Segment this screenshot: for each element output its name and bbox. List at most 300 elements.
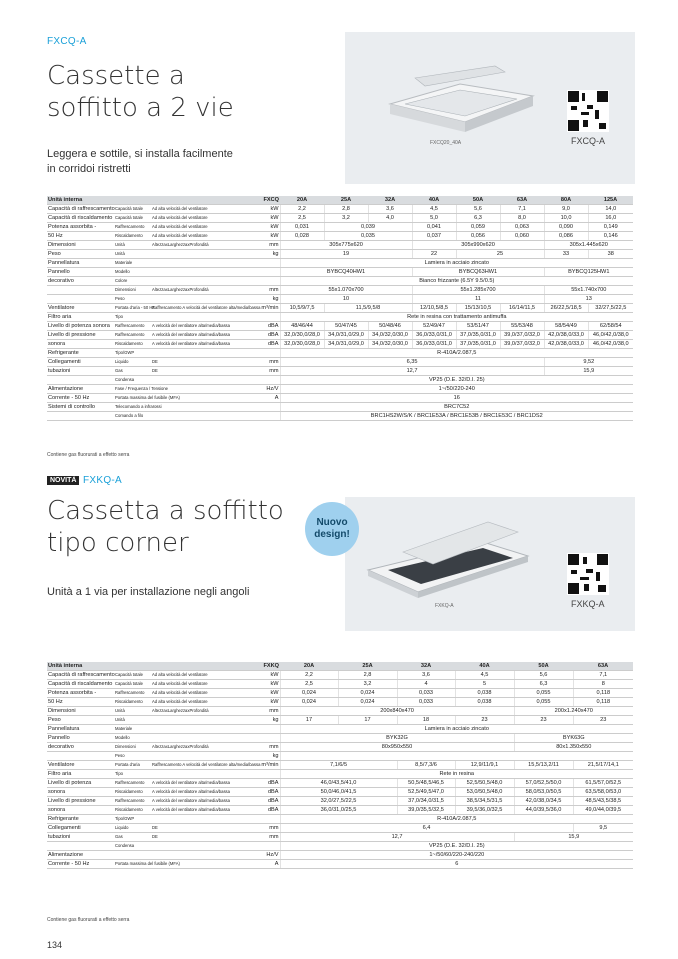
row-group-label: Refrigerante xyxy=(47,815,114,824)
row-unit xyxy=(256,376,280,385)
row-unit: dBA xyxy=(256,322,280,331)
row-group-label: sonora xyxy=(47,340,114,349)
row-condition-label: AltezzaxLarghezzaxProfondità xyxy=(151,743,256,752)
row-condition-label: A velocità del ventilatore alta/media/bassa xyxy=(151,331,256,340)
value-cell: 36,0/33,0/31,0 xyxy=(412,340,456,349)
row-group-label: Dimensioni xyxy=(47,707,114,716)
row-unit: kg xyxy=(256,295,280,304)
value-cell: 0,118 xyxy=(573,698,633,707)
row-unit xyxy=(256,725,280,734)
row-unit xyxy=(256,349,280,358)
value-cell: 11,5/9,5/8 xyxy=(324,304,412,313)
value-cell: Rete in resina xyxy=(280,770,633,779)
row-condition-label xyxy=(151,259,256,268)
value-cell: 46,0/42,0/38,0 xyxy=(588,340,633,349)
value-cell: 12,7 xyxy=(280,833,514,842)
table-row xyxy=(47,734,633,743)
value-cell: 1~/50/60/220-240/220 xyxy=(280,851,633,860)
table-row xyxy=(47,815,633,824)
row-condition-label xyxy=(151,403,256,412)
row-unit xyxy=(256,313,280,322)
value-cell: 0,024 xyxy=(338,689,397,698)
row-condition-label: DE xyxy=(151,824,256,833)
value-cell: 39,5/36,0/32,5 xyxy=(455,806,514,815)
value-cell: Rete in resina con trattamento antimuffa xyxy=(280,313,633,322)
qr-label: FXKQ-A xyxy=(571,599,605,609)
row-condition-label: Ad alta velocità del ventilatore xyxy=(151,232,256,241)
description-line-1: Leggera e sottile, si installa facilmente xyxy=(47,148,233,160)
corner-cassette-image xyxy=(363,512,533,602)
row-condition-label xyxy=(151,842,256,851)
description-line-2: in corridoi ristretti xyxy=(47,163,131,175)
row-item-label: Capacità totale xyxy=(114,214,151,223)
value-cell: 8,5/7,3/6 xyxy=(397,761,455,770)
value-cell: 2,8 xyxy=(324,205,368,214)
value-cell: 3,6 xyxy=(397,671,455,680)
row-item-label: Capacità totale xyxy=(114,671,151,680)
header-cell: FXCQ xyxy=(256,196,280,205)
row-unit: kg xyxy=(256,716,280,725)
header-cell: 25A xyxy=(324,196,368,205)
value-cell: 34,0/31,0/29,0 xyxy=(324,331,368,340)
row-item-label: Raffrescamento xyxy=(114,331,151,340)
value-cell: 50,0/46,0/41,5 xyxy=(280,788,397,797)
table-row xyxy=(47,412,633,421)
row-group-label: sonora xyxy=(47,788,114,797)
value-cell: BYBCQ63HW1 xyxy=(412,268,544,277)
value-cell: 36,0/33,0/31,0 xyxy=(412,331,456,340)
value-cell: 200x1.240x470 xyxy=(514,707,633,716)
row-item-label: Portata massima del fusibile (MFA) xyxy=(114,394,151,403)
row-group-label: Capacità di riscaldamento xyxy=(48,215,113,221)
row-unit xyxy=(256,734,280,743)
row-condition-label xyxy=(151,277,256,286)
spec-table-fxcq xyxy=(47,196,633,421)
row-group-label: Alimentazione xyxy=(47,851,114,860)
value-cell: 2,5 xyxy=(280,214,324,223)
value-cell xyxy=(280,752,633,761)
value-cell: 0,055 xyxy=(514,698,573,707)
value-cell: 53,0/50,5/48,0 xyxy=(455,788,514,797)
value-cell: 6,35 xyxy=(280,358,544,367)
value-cell: 32,0/30,0/28,0 xyxy=(280,340,324,349)
row-item-label: Riscaldamento xyxy=(114,698,151,707)
table-row xyxy=(47,680,633,689)
row-group-label: Capacità di raffrescamento xyxy=(48,672,115,678)
row-item-label: Riscaldamento xyxy=(114,806,151,815)
row-group-label: Collegamenti xyxy=(47,358,114,367)
table-row xyxy=(47,349,633,358)
value-cell: 0,146 xyxy=(588,232,633,241)
table-row xyxy=(47,385,633,394)
table-header xyxy=(47,196,633,205)
row-unit xyxy=(256,403,280,412)
value-cell: 62/58/54 xyxy=(588,322,633,331)
table-row xyxy=(47,322,633,331)
value-cell: 6,3 xyxy=(514,680,573,689)
table-row xyxy=(47,376,633,385)
row-condition-label: Ad alta velocità del ventilatore xyxy=(151,689,256,698)
row-unit: kW xyxy=(256,223,280,232)
value-cell: 17 xyxy=(338,716,397,725)
table-row xyxy=(47,268,633,277)
table-row xyxy=(47,304,633,313)
row-unit: dBA xyxy=(256,797,280,806)
product-photo xyxy=(345,497,635,631)
row-unit: Hz/V xyxy=(256,385,280,394)
row-item-label: Condensa xyxy=(114,842,151,851)
value-cell: 50,5/48,5/46,5 xyxy=(397,779,455,788)
header-cell: 32A xyxy=(368,196,412,205)
row-unit: mm xyxy=(256,707,280,716)
row-group-label: 50 Hz xyxy=(47,232,114,241)
value-cell: R-410A/2.087,5 xyxy=(280,815,633,824)
title-line-2: tipo corner xyxy=(47,528,189,558)
row-unit: kg xyxy=(256,250,280,259)
row-item-label: Liquido xyxy=(114,824,151,833)
value-cell: 0,024 xyxy=(338,698,397,707)
row-group-label xyxy=(47,376,114,385)
value-cell: 23 xyxy=(455,716,514,725)
value-cell: 10 xyxy=(280,295,412,304)
row-item-label: Tipo/GWP xyxy=(114,349,151,358)
row-unit: m³/min xyxy=(256,761,280,770)
row-unit: dBA xyxy=(256,779,280,788)
value-cell: 4 xyxy=(397,680,455,689)
row-group-label xyxy=(47,412,114,421)
title-line-2: soffitto a 2 vie xyxy=(47,93,234,123)
value-cell: 44,0/39,5/36,0 xyxy=(514,806,573,815)
row-unit: dBA xyxy=(256,788,280,797)
value-cell: 12,9/11/9,1 xyxy=(455,761,514,770)
value-cell: 49,0/44,0/39,5 xyxy=(573,806,633,815)
model-code: FXKQ-A xyxy=(83,475,123,486)
row-item-label: Peso xyxy=(114,295,151,304)
row-group-label: Ventilatore xyxy=(47,304,114,313)
row-group-label: Pannello xyxy=(47,734,114,743)
table-row xyxy=(47,707,633,716)
row-item-label: Materiale xyxy=(114,259,151,268)
table-row xyxy=(47,403,633,412)
row-condition-label xyxy=(151,313,256,322)
value-cell: 0,149 xyxy=(588,223,633,232)
value-cell: 55/53/48 xyxy=(500,322,544,331)
value-cell: 3,2 xyxy=(324,214,368,223)
table-row xyxy=(47,842,633,851)
row-item-label: Tipo/GWP xyxy=(114,815,151,824)
row-unit xyxy=(256,259,280,268)
value-cell: 26/22,5/18,5 xyxy=(544,304,588,313)
qr-code-icon[interactable] xyxy=(567,90,609,132)
value-cell: 5,6 xyxy=(456,205,500,214)
value-cell: 32,0/30,0/28,0 xyxy=(280,331,324,340)
table-row xyxy=(47,860,633,869)
value-cell: 8,0 xyxy=(500,214,544,223)
value-cell: 39,0/37,0/32,0 xyxy=(500,331,544,340)
header-cell: 25A xyxy=(338,662,397,671)
header-cell: 20A xyxy=(280,196,324,205)
table-row xyxy=(47,394,633,403)
value-cell: 0,037 xyxy=(412,232,456,241)
value-cell: VP25 (D.E. 32/D.I. 25) xyxy=(280,376,633,385)
value-cell: 0,039 xyxy=(324,223,412,232)
row-item-label: Dimensioni xyxy=(114,743,151,752)
value-cell: 39,0/37,0/32,0 xyxy=(500,340,544,349)
value-cell: 16/14/11,5 xyxy=(500,304,544,313)
row-group-label: Peso xyxy=(47,250,114,259)
header-cell: Unità interna xyxy=(47,662,256,671)
row-unit xyxy=(256,815,280,824)
row-condition-label xyxy=(151,725,256,734)
row-group-label: tubazioni xyxy=(47,833,114,842)
value-cell: 37,0/35,0/31,0 xyxy=(456,331,500,340)
row-unit: mm xyxy=(256,824,280,833)
value-cell: 34,0/32,0/30,0 xyxy=(368,331,412,340)
row-condition-label xyxy=(151,716,256,725)
row-group-label xyxy=(47,295,114,304)
row-group-label: Livello di pressione xyxy=(47,797,114,806)
row-group-label xyxy=(47,286,114,295)
image-caption: FXCQ20_40A xyxy=(430,140,462,146)
new-design-badge xyxy=(305,502,359,556)
value-cell: 5 xyxy=(455,680,514,689)
row-condition-label: Raffrescamento A velocità del ventilatore alta/media/bassa xyxy=(151,304,256,313)
row-item-label: Materiale xyxy=(114,725,151,734)
header-cell: 20A xyxy=(280,662,338,671)
row-group-label: decorativo xyxy=(47,743,114,752)
row-group-label: Pannello xyxy=(47,268,114,277)
row-condition-label: AltezzaxLarghezzaxProfondità xyxy=(151,286,256,295)
row-group-label: Livello di pressione xyxy=(47,331,114,340)
row-group-label: Ventilatore xyxy=(47,761,114,770)
header-cell: 63A xyxy=(573,662,633,671)
row-unit: kW xyxy=(256,671,280,680)
value-cell: 23 xyxy=(514,716,573,725)
value-cell: 1~/50/220-240 xyxy=(280,385,633,394)
row-condition-label: Ad alta velocità del ventilatore xyxy=(151,205,256,214)
row-item-label xyxy=(114,851,151,860)
row-group-label: 50 Hz xyxy=(47,698,114,707)
value-cell: 34,0/32,0/30,0 xyxy=(368,340,412,349)
description: Unità a 1 via per installazione negli angoli xyxy=(47,586,250,598)
row-group-label: Alimentazione xyxy=(47,385,114,394)
row-item-label: Liquido xyxy=(114,358,151,367)
row-condition-label: AltezzaxLarghezzaxProfondità xyxy=(151,241,256,250)
table-row xyxy=(47,806,633,815)
row-group-label: sonora xyxy=(47,806,114,815)
header-cell: 50A xyxy=(456,196,500,205)
table-row xyxy=(47,761,633,770)
table-row xyxy=(47,851,633,860)
row-unit: dBA xyxy=(256,331,280,340)
table-row xyxy=(47,340,633,349)
value-cell: 0,031 xyxy=(280,223,324,232)
value-cell: 7,1/6/5 xyxy=(280,761,397,770)
image-caption: FXKQ-A xyxy=(435,603,454,609)
row-item-label: Comando a filo xyxy=(114,412,151,421)
row-group-label: Corrente - 50 Hz xyxy=(47,860,114,869)
row-item-label: Capacità totale xyxy=(114,680,151,689)
badge-line-2: design! xyxy=(314,529,350,540)
row-item-label: Raffrescamento xyxy=(114,223,151,232)
value-cell: 2,2 xyxy=(280,205,324,214)
row-condition-label: Ad alta velocità del ventilatore xyxy=(151,680,256,689)
table-row xyxy=(47,214,633,223)
row-unit: dBA xyxy=(256,806,280,815)
value-cell: 0,035 xyxy=(324,232,412,241)
value-cell: 17 xyxy=(280,716,338,725)
table-row xyxy=(47,331,633,340)
title-line-1: Cassette a xyxy=(47,61,185,91)
row-item-label: Condensa xyxy=(114,376,151,385)
row-condition-label xyxy=(151,268,256,277)
value-cell: 0,024 xyxy=(280,689,338,698)
value-cell: 50/47/45 xyxy=(324,322,368,331)
row-item-label: Portata massima del fusibile (MFA) xyxy=(114,860,151,869)
value-cell: BRC7C52 xyxy=(280,403,633,412)
row-group-label: Livello di potenza xyxy=(47,779,114,788)
page-title xyxy=(47,60,234,124)
row-condition-label xyxy=(151,734,256,743)
row-unit xyxy=(256,842,280,851)
page-number: 134 xyxy=(47,940,63,950)
table-row xyxy=(47,797,633,806)
value-cell: 10,0 xyxy=(544,214,588,223)
row-group-label: Dimensioni xyxy=(47,241,114,250)
row-item-label: Raffrescamento xyxy=(114,322,151,331)
row-condition-label: DE xyxy=(151,358,256,367)
value-cell: 46,0/43,5/41,0 xyxy=(280,779,397,788)
table-row xyxy=(47,788,633,797)
footnote: Contiene gas fluorurati a effetto serra xyxy=(47,452,130,458)
value-cell: 0,090 xyxy=(544,223,588,232)
row-group-label: Capacità di riscaldamento xyxy=(48,681,113,687)
row-group-label: Collegamenti xyxy=(47,824,114,833)
value-cell: 22 xyxy=(412,250,456,259)
table-row xyxy=(47,367,633,376)
row-item-label: Riscaldamento xyxy=(114,788,151,797)
row-item-label: Raffrescamento xyxy=(114,797,151,806)
table-row xyxy=(47,223,633,232)
row-item-label: Modello xyxy=(114,268,151,277)
row-item-label: Capacità totale xyxy=(114,205,151,214)
row-condition-label xyxy=(151,349,256,358)
value-cell: 12,7 xyxy=(280,367,544,376)
value-cell: 305x990x620 xyxy=(412,241,544,250)
row-unit: dBA xyxy=(256,340,280,349)
value-cell: 9,0 xyxy=(544,205,588,214)
value-cell: Lamiera in acciaio zincato xyxy=(280,725,633,734)
row-condition-label: A velocità del ventilatore alta/media/bassa xyxy=(151,340,256,349)
value-cell: Lamiera in acciaio zincato xyxy=(280,259,633,268)
value-cell: VP25 (D.E. 32/D.I. 25) xyxy=(280,842,633,851)
title-line-1: Cassetta a soffitto xyxy=(47,496,284,526)
row-condition-label: A velocità del ventilatore alta/media/bassa xyxy=(151,322,256,331)
value-cell: R-410A/2.087,5 xyxy=(280,349,633,358)
row-item-label: Unità xyxy=(114,250,151,259)
value-cell: 52/49/47 xyxy=(412,322,456,331)
value-cell: 37,0/34,0/31,5 xyxy=(397,797,455,806)
value-cell: 33 xyxy=(544,250,588,259)
row-item-label: Gas xyxy=(114,367,151,376)
row-item-label: Tipo xyxy=(114,770,151,779)
row-item-label: Raffrescamento xyxy=(114,779,151,788)
value-cell: 7,1 xyxy=(573,671,633,680)
value-cell: 18 xyxy=(397,716,455,725)
value-cell: 6,3 xyxy=(456,214,500,223)
spec-table-fxkq xyxy=(47,662,633,869)
row-item-label: Tipo xyxy=(114,313,151,322)
value-cell: BRC1HS2W/S/K / BRC1E53A / BRC1E53B / BRC1E53C / BRC1DS2 xyxy=(280,412,633,421)
value-cell: 42,0/38,0/33,0 xyxy=(544,340,588,349)
row-group-label: decorativo xyxy=(47,277,114,286)
table-row xyxy=(47,725,633,734)
row-condition-label: DE xyxy=(151,833,256,842)
row-condition-label: DE xyxy=(151,367,256,376)
value-cell: 12/10,5/8,5 xyxy=(412,304,456,313)
value-cell: 0,060 xyxy=(500,232,544,241)
table-row xyxy=(47,295,633,304)
value-cell: 0,063 xyxy=(500,223,544,232)
value-cell: 53/51/47 xyxy=(456,322,500,331)
value-cell: 13 xyxy=(544,295,633,304)
table-row xyxy=(47,241,633,250)
row-condition-label: Ad alta velocità del ventilatore xyxy=(151,214,256,223)
table-row xyxy=(47,716,633,725)
value-cell: 7,1 xyxy=(500,205,544,214)
value-cell: BYBCQ40HW1 xyxy=(280,268,412,277)
table-row xyxy=(47,770,633,779)
value-cell: 8 xyxy=(573,680,633,689)
row-unit: A xyxy=(256,394,280,403)
row-condition-label: A velocità del ventilatore alta/media/bassa xyxy=(151,788,256,797)
value-cell: BYK63G xyxy=(514,734,633,743)
value-cell: 0,086 xyxy=(544,232,588,241)
value-cell: 55x1.070x700 xyxy=(280,286,412,295)
table-row xyxy=(47,277,633,286)
row-condition-label xyxy=(151,752,256,761)
row-condition-label xyxy=(151,376,256,385)
table-row xyxy=(47,232,633,241)
value-cell: 6,4 xyxy=(280,824,573,833)
value-cell: 15,9 xyxy=(514,833,633,842)
row-group-label: Potenza assorbita - xyxy=(47,223,114,232)
value-cell: 3,6 xyxy=(368,205,412,214)
row-item-label: Fase / Frequenza / Tensione xyxy=(114,385,151,394)
value-cell: 15/13/10,5 xyxy=(456,304,500,313)
row-group-label: Filtro aria xyxy=(47,313,114,322)
row-unit xyxy=(256,268,280,277)
value-cell: 19 xyxy=(280,250,412,259)
row-unit: mm xyxy=(256,833,280,842)
value-cell: 3,2 xyxy=(338,680,397,689)
value-cell: Bianco frizzante (6.5Y 9.5/0.5) xyxy=(280,277,633,286)
badge-line-1: Nuovo xyxy=(316,517,348,528)
row-item-label: Unità xyxy=(114,716,151,725)
row-group-label: Pannellatura xyxy=(47,725,114,734)
row-condition-label: Raffrescamento A velocità del ventilatore alta/media/bassa xyxy=(151,761,256,770)
value-cell: 4,5 xyxy=(455,671,514,680)
value-cell: 0,056 xyxy=(456,232,500,241)
value-cell: 58/54/49 xyxy=(544,322,588,331)
value-cell: BYK32G xyxy=(280,734,514,743)
row-condition-label: Ad alta velocità del ventilatore xyxy=(151,698,256,707)
qr-code-icon[interactable] xyxy=(567,553,609,595)
value-cell: 0,033 xyxy=(397,698,455,707)
value-cell: 5,0 xyxy=(412,214,456,223)
value-cell: 0,118 xyxy=(573,689,633,698)
value-cell: 48,5/43,5/38,5 xyxy=(573,797,633,806)
